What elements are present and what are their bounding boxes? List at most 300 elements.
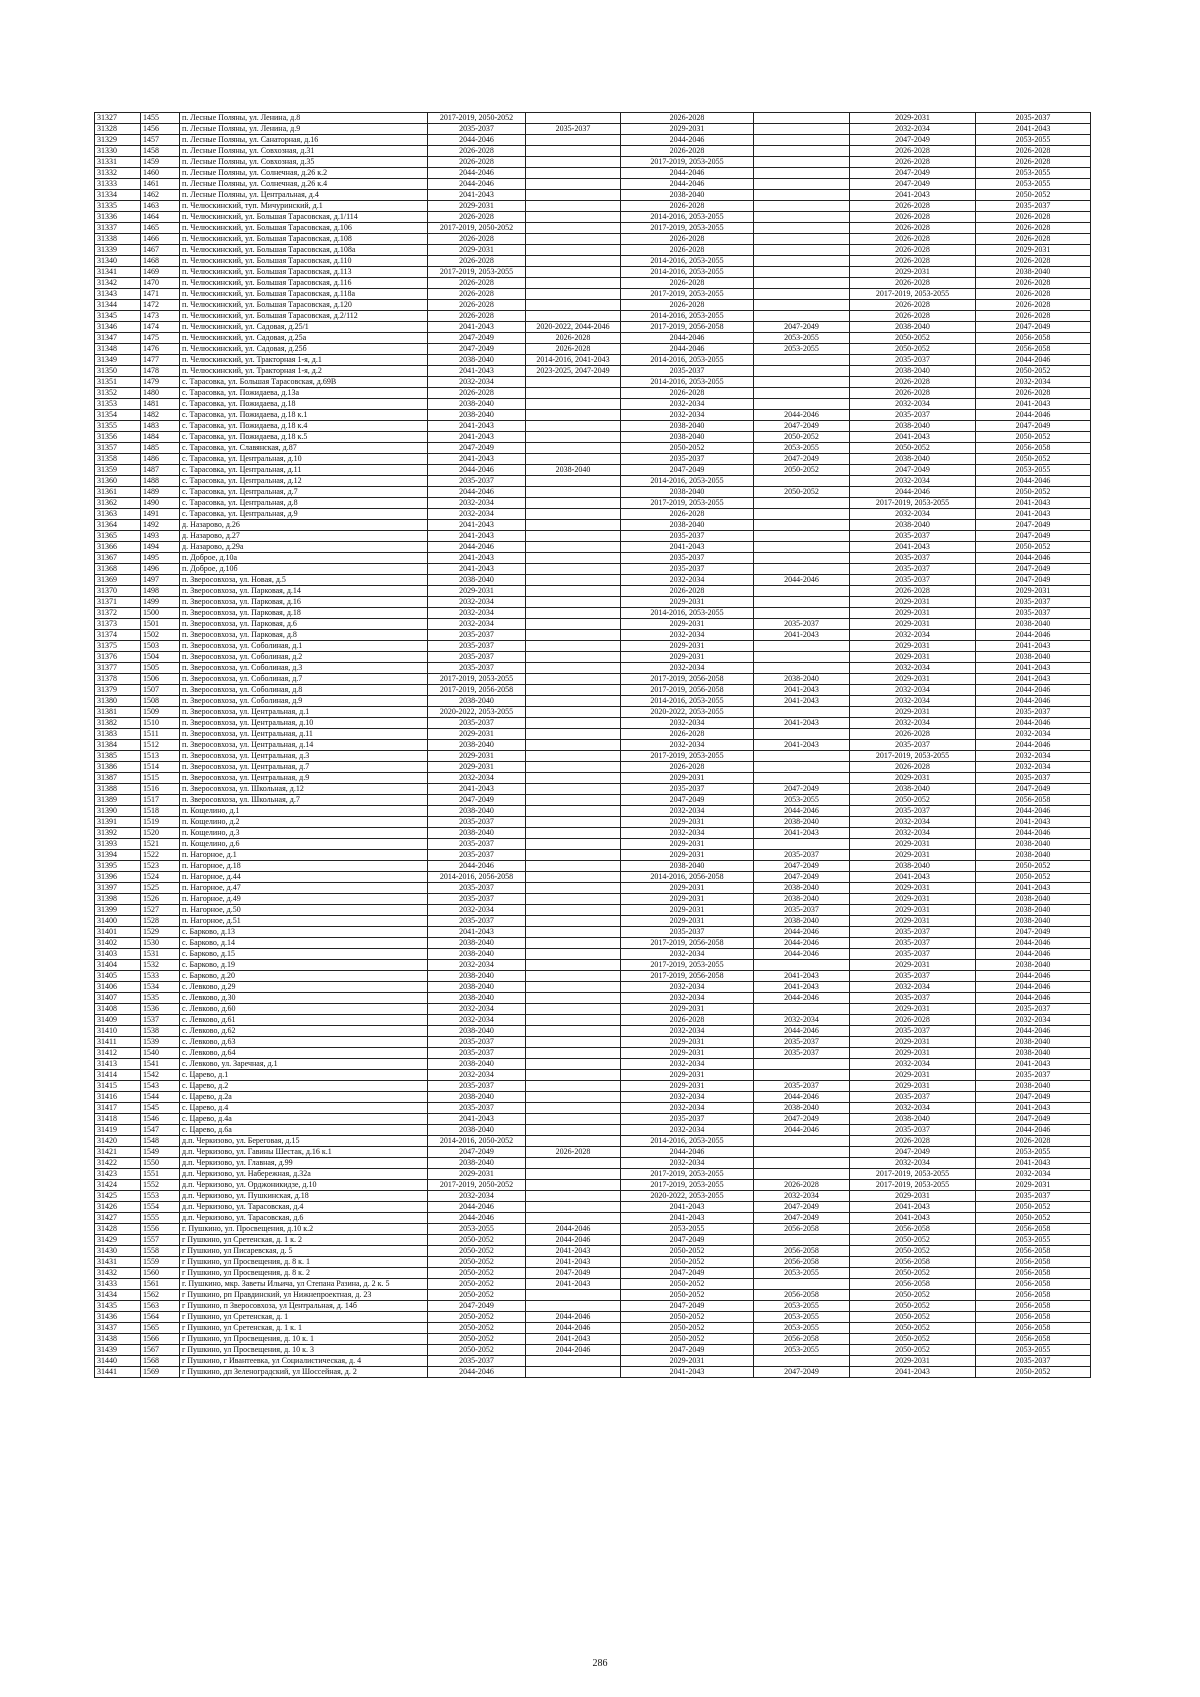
table-cell: 2032-2034	[428, 1004, 526, 1015]
table-cell: 31330	[95, 146, 141, 157]
table-cell: с. Барково, д.20	[180, 971, 428, 982]
table-cell	[754, 1356, 850, 1367]
table-cell: 2032-2034	[850, 1158, 976, 1169]
table-row	[95, 685, 1091, 696]
table-cell	[526, 828, 621, 839]
table-cell: п. Кощелино, д.3	[180, 828, 428, 839]
table-cell: 2047-2049	[428, 443, 526, 454]
table-row	[95, 729, 1091, 740]
table-cell: 2050-2052	[621, 443, 754, 454]
table-cell: 31379	[95, 685, 141, 696]
table-cell	[526, 795, 621, 806]
table-cell: 2035-2037	[850, 355, 976, 366]
table-cell: д.п. Черкизово, ул. Тарасовская, д.4	[180, 1202, 428, 1213]
table-cell: 31398	[95, 894, 141, 905]
table-cell: п. Зверосовхоза, ул. Центральная, д.11	[180, 729, 428, 740]
table-cell: 2041-2043	[754, 971, 850, 982]
table-cell: 2041-2043	[428, 927, 526, 938]
table-cell	[526, 905, 621, 916]
table-cell: 31439	[95, 1345, 141, 1356]
table-cell: 2026-2028	[850, 256, 976, 267]
table-row	[95, 1257, 1091, 1268]
table-row	[95, 1103, 1091, 1114]
table-cell: 2017-2019, 2053-2055	[621, 223, 754, 234]
table-cell: 2014-2016, 2041-2043	[526, 355, 621, 366]
table-cell	[754, 190, 850, 201]
table-cell: 1509	[141, 707, 180, 718]
table-cell: 2047-2049	[976, 784, 1091, 795]
table-cell	[754, 366, 850, 377]
table-cell: 31357	[95, 443, 141, 454]
table-cell: 2032-2034	[976, 729, 1091, 740]
table-cell: 2041-2043	[428, 454, 526, 465]
table-cell	[754, 1059, 850, 1070]
table-cell: 2029-2031	[850, 1081, 976, 1092]
table-cell: 31414	[95, 1070, 141, 1081]
table-cell: 2035-2037	[850, 740, 976, 751]
table-cell: г Пушкино, рп Правдинский, ул Нижнепроектная, д. 23	[180, 1290, 428, 1301]
table-cell: 1512	[141, 740, 180, 751]
table-cell: 2026-2028	[621, 113, 754, 124]
table-cell: 2035-2037	[850, 575, 976, 586]
table-row	[95, 1147, 1091, 1158]
table-cell: 2032-2034	[850, 509, 976, 520]
table-row	[95, 520, 1091, 531]
table-cell: 31435	[95, 1301, 141, 1312]
table-cell: 2050-2052	[621, 1279, 754, 1290]
table-cell: 2044-2046	[621, 1147, 754, 1158]
table-cell: 2035-2037	[428, 641, 526, 652]
table-cell: 2050-2052	[428, 1334, 526, 1345]
table-cell: 2035-2037	[850, 1026, 976, 1037]
table-cell: 2056-2058	[976, 1312, 1091, 1323]
table-cell: 31364	[95, 520, 141, 531]
table-cell: 2047-2049	[754, 784, 850, 795]
table-cell	[526, 619, 621, 630]
table-cell: 1457	[141, 135, 180, 146]
table-cell	[754, 1235, 850, 1246]
table-cell: 2041-2043	[976, 883, 1091, 894]
table-cell: 31401	[95, 927, 141, 938]
table-cell: 2032-2034	[621, 740, 754, 751]
table-cell: 1569	[141, 1367, 180, 1378]
table-cell: 2026-2028	[621, 586, 754, 597]
table-cell	[526, 850, 621, 861]
table-cell: 2014-2016, 2053-2055	[621, 1136, 754, 1147]
table-cell: 2017-2019, 2053-2055	[850, 289, 976, 300]
table-cell: 2029-2031	[850, 652, 976, 663]
table-cell: 2053-2055	[976, 1147, 1091, 1158]
table-cell: 2029-2031	[850, 641, 976, 652]
table-cell: 2029-2031	[621, 1356, 754, 1367]
table-cell	[754, 135, 850, 146]
table-cell	[754, 1169, 850, 1180]
table-cell: 2014-2016, 2053-2055	[621, 608, 754, 619]
table-cell: 2056-2058	[850, 1257, 976, 1268]
table-cell: 2044-2046	[754, 938, 850, 949]
table-cell: 2053-2055	[976, 179, 1091, 190]
table-cell: 1505	[141, 663, 180, 674]
table-cell	[754, 839, 850, 850]
table-cell: 2026-2028	[976, 300, 1091, 311]
table-cell	[526, 729, 621, 740]
table-cell: 31342	[95, 278, 141, 289]
table-cell: 2041-2043	[754, 685, 850, 696]
table-cell: 1477	[141, 355, 180, 366]
table-cell: п. Лесные Поляны, ул. Солнечная, д.26 к.4	[180, 179, 428, 190]
table-cell: 2047-2049	[621, 465, 754, 476]
table-cell: 2026-2028	[621, 201, 754, 212]
table-cell: 2050-2052	[621, 1312, 754, 1323]
table-cell: п. Челюскинский, туп. Мичуринский, д.1	[180, 201, 428, 212]
table-cell	[754, 542, 850, 553]
table-row	[95, 542, 1091, 553]
table-cell: 2029-2031	[428, 751, 526, 762]
table-cell: г Пушкино, ул Просвещения, д. 10 к. 3	[180, 1345, 428, 1356]
table-row	[95, 993, 1091, 1004]
table-cell: 2035-2037	[428, 883, 526, 894]
table-cell: 2050-2052	[428, 1257, 526, 1268]
table-cell: 1460	[141, 168, 180, 179]
table-cell	[754, 564, 850, 575]
table-cell: 31403	[95, 949, 141, 960]
table-cell: 1539	[141, 1037, 180, 1048]
table-cell	[526, 443, 621, 454]
table-cell: 2017-2019, 2053-2055	[428, 674, 526, 685]
table-cell	[526, 1356, 621, 1367]
table-cell: 31334	[95, 190, 141, 201]
table-cell: 2041-2043	[976, 399, 1091, 410]
table-cell: 2032-2034	[621, 630, 754, 641]
table-cell: 2035-2037	[850, 410, 976, 421]
table-row	[95, 465, 1091, 476]
table-cell: 31432	[95, 1268, 141, 1279]
table-cell: 31348	[95, 344, 141, 355]
table-cell: 31354	[95, 410, 141, 421]
table-cell: 31386	[95, 762, 141, 773]
table-cell: 2026-2028	[850, 300, 976, 311]
table-cell: 2050-2052	[850, 333, 976, 344]
table-cell: 2044-2046	[754, 949, 850, 960]
table-cell: 2047-2049	[526, 1268, 621, 1279]
table-cell: 2029-2031	[621, 124, 754, 135]
table-cell: д.п. Черкизово, ул. Тарасовская, д.6	[180, 1213, 428, 1224]
table-cell: 2026-2028	[428, 300, 526, 311]
table-cell: 2038-2040	[428, 828, 526, 839]
table-cell: 2026-2028	[526, 1147, 621, 1158]
table-cell: 31380	[95, 696, 141, 707]
table-cell: 1550	[141, 1158, 180, 1169]
table-cell: 2041-2043	[526, 1334, 621, 1345]
table-cell: 2047-2049	[850, 135, 976, 146]
table-cell: 2032-2034	[621, 828, 754, 839]
table-cell: 2029-2031	[850, 773, 976, 784]
table-cell: 1459	[141, 157, 180, 168]
table-cell: 2029-2031	[621, 641, 754, 652]
table-cell	[526, 1059, 621, 1070]
table-cell: 2032-2034	[850, 1103, 976, 1114]
table-cell: 2050-2052	[621, 1257, 754, 1268]
table-cell: г Пушкино, ул Сретенская, д. 1	[180, 1312, 428, 1323]
table-cell: 31387	[95, 773, 141, 784]
table-cell: 31378	[95, 674, 141, 685]
table-row	[95, 553, 1091, 564]
table-cell: 1542	[141, 1070, 180, 1081]
table-cell: 2044-2046	[621, 168, 754, 179]
table-cell: 2029-2031	[428, 1169, 526, 1180]
table-cell: 1513	[141, 751, 180, 762]
table-cell	[526, 608, 621, 619]
table-cell: 2017-2019, 2056-2058	[621, 685, 754, 696]
table-cell: 2017-2019, 2056-2058	[621, 322, 754, 333]
table-cell: 1548	[141, 1136, 180, 1147]
table-cell: 2056-2058	[976, 1301, 1091, 1312]
table-cell: 2035-2037	[850, 553, 976, 564]
table-cell: 2038-2040	[428, 938, 526, 949]
table-cell: 31327	[95, 113, 141, 124]
table-cell: 2050-2052	[976, 872, 1091, 883]
table-cell: 2029-2031	[850, 839, 976, 850]
table-cell: 1540	[141, 1048, 180, 1059]
table-cell	[526, 1180, 621, 1191]
table-cell: 2050-2052	[850, 1345, 976, 1356]
table-cell: 31341	[95, 267, 141, 278]
table-cell: д.п. Черкизово, ул. Орджоникидзе, д.10	[180, 1180, 428, 1191]
table-cell: 31433	[95, 1279, 141, 1290]
table-row	[95, 707, 1091, 718]
table-cell: 1534	[141, 982, 180, 993]
table-cell: 2047-2049	[754, 322, 850, 333]
table-cell: 1533	[141, 971, 180, 982]
table-cell: п. Челюскинский, ул. Большая Тарасовская, д.108а	[180, 245, 428, 256]
table-row	[95, 1235, 1091, 1246]
table-row	[95, 1356, 1091, 1367]
table-cell: 2029-2031	[621, 1048, 754, 1059]
table-cell: 31409	[95, 1015, 141, 1026]
table-row	[95, 1290, 1091, 1301]
table-cell: 31426	[95, 1202, 141, 1213]
table-cell	[526, 267, 621, 278]
table-cell: 2032-2034	[621, 1158, 754, 1169]
table-cell: 31376	[95, 652, 141, 663]
table-cell: 31352	[95, 388, 141, 399]
table-cell: п. Зверосовхоза, ул. Центральная, д.7	[180, 762, 428, 773]
table-cell: 2041-2043	[976, 1158, 1091, 1169]
table-cell	[526, 553, 621, 564]
table-cell: 2056-2058	[976, 1246, 1091, 1257]
table-cell: 2044-2046	[428, 1367, 526, 1378]
table-cell: п. Челюскинский, ул. Тракторная 1-я, д.2	[180, 366, 428, 377]
table-cell: 31353	[95, 399, 141, 410]
table-cell: 1557	[141, 1235, 180, 1246]
table-cell: п. Доброе, д.10б	[180, 564, 428, 575]
table-cell: 31344	[95, 300, 141, 311]
table-cell: 2032-2034	[621, 399, 754, 410]
table-cell: п. Челюскинский, ул. Садовая, д.25б	[180, 344, 428, 355]
table-cell: 2038-2040	[428, 1026, 526, 1037]
table-cell: 31436	[95, 1312, 141, 1323]
table-cell: г Пушкино, ул Сретенская, д. 1 к. 2	[180, 1235, 428, 1246]
table-cell: 2044-2046	[754, 993, 850, 1004]
table-cell: 2026-2028	[428, 311, 526, 322]
table-cell: 2032-2034	[850, 630, 976, 641]
table-cell: 1515	[141, 773, 180, 784]
table-cell: 2053-2055	[976, 465, 1091, 476]
table-cell: 1518	[141, 806, 180, 817]
table-cell: 2041-2043	[428, 421, 526, 432]
table-cell: 2047-2049	[976, 564, 1091, 575]
table-cell: 2026-2028	[850, 212, 976, 223]
table-cell	[754, 531, 850, 542]
table-cell: с. Тарасовка, ул. Пожидаева, д.13а	[180, 388, 428, 399]
table-cell: 31361	[95, 487, 141, 498]
table-cell	[526, 223, 621, 234]
table-cell: 2026-2028	[850, 729, 976, 740]
table-cell	[526, 883, 621, 894]
table-cell: 2041-2043	[850, 872, 976, 883]
table-cell: 31417	[95, 1103, 141, 1114]
table-cell: 1463	[141, 201, 180, 212]
table-cell: п. Зверосовхоза, ул. Школьная, д.7	[180, 795, 428, 806]
table-cell: 2050-2052	[976, 1367, 1091, 1378]
table-cell: 31419	[95, 1125, 141, 1136]
table-cell: 31393	[95, 839, 141, 850]
table-cell: 2038-2040	[754, 1103, 850, 1114]
table-cell: 2056-2058	[976, 1268, 1091, 1279]
table-cell: 2026-2028	[621, 762, 754, 773]
table-cell: г. Пушкино, ул. Просвещения, д.10 к.2	[180, 1224, 428, 1235]
table-cell: 2032-2034	[850, 696, 976, 707]
table-cell: 2038-2040	[850, 366, 976, 377]
table-row	[95, 113, 1091, 124]
table-cell: 1563	[141, 1301, 180, 1312]
table-cell: с. Барково, д.14	[180, 938, 428, 949]
table-cell	[754, 641, 850, 652]
table-row	[95, 1279, 1091, 1290]
table-cell: 31347	[95, 333, 141, 344]
table-cell	[526, 641, 621, 652]
table-cell: с. Барково, д.19	[180, 960, 428, 971]
table-cell: 2041-2043	[621, 1202, 754, 1213]
table-cell: д.п. Черкизово, ул. Главная, д.99	[180, 1158, 428, 1169]
table-cell: 1466	[141, 234, 180, 245]
table-cell: 2041-2043	[976, 817, 1091, 828]
table-cell: 2032-2034	[976, 751, 1091, 762]
table-cell: п. Челюскинский, ул. Большая Тарасовская, д.110	[180, 256, 428, 267]
table-cell: 31404	[95, 960, 141, 971]
table-cell: п. Зверосовхоза, ул. Новая, д.5	[180, 575, 428, 586]
table-cell: 2041-2043	[621, 542, 754, 553]
table-cell: 2044-2046	[976, 630, 1091, 641]
table-cell: 2038-2040	[428, 949, 526, 960]
table-cell: 2041-2043	[621, 1213, 754, 1224]
table-cell: 1458	[141, 146, 180, 157]
table-cell: 2029-2031	[976, 1180, 1091, 1191]
table-row	[95, 1125, 1091, 1136]
table-cell: 31367	[95, 553, 141, 564]
table-cell: 2029-2031	[428, 586, 526, 597]
table-cell: 31440	[95, 1356, 141, 1367]
table-row	[95, 399, 1091, 410]
table-cell: п. Нагорное, д.44	[180, 872, 428, 883]
table-cell: 1565	[141, 1323, 180, 1334]
table-cell: 31358	[95, 454, 141, 465]
table-cell	[754, 399, 850, 410]
table-cell: 2035-2037	[428, 663, 526, 674]
table-cell: 1479	[141, 377, 180, 388]
table-cell: 2035-2037	[428, 839, 526, 850]
table-cell: с. Барково, д.15	[180, 949, 428, 960]
table-row	[95, 784, 1091, 795]
table-cell: 2050-2052	[850, 1312, 976, 1323]
table-cell: 2035-2037	[850, 564, 976, 575]
table-cell: 1545	[141, 1103, 180, 1114]
table-cell: 31423	[95, 1169, 141, 1180]
table-cell: д. Назарово, д.29а	[180, 542, 428, 553]
table-cell: 2050-2052	[428, 1290, 526, 1301]
table-cell: 2032-2034	[621, 806, 754, 817]
table-cell: 2035-2037	[428, 1103, 526, 1114]
table-cell: 31339	[95, 245, 141, 256]
table-cell: 2035-2037	[976, 773, 1091, 784]
table-row	[95, 674, 1091, 685]
table-cell: 2029-2031	[850, 916, 976, 927]
table-cell: 2047-2049	[850, 465, 976, 476]
table-cell	[754, 773, 850, 784]
table-cell: 31371	[95, 597, 141, 608]
table-cell: 2044-2046	[754, 1026, 850, 1037]
table-cell: п. Лесные Поляны, ул. Санаторная, д.16	[180, 135, 428, 146]
table-cell: 2029-2031	[850, 619, 976, 630]
table-cell: 1497	[141, 575, 180, 586]
table-cell: 2041-2043	[754, 828, 850, 839]
table-cell: 2029-2031	[621, 850, 754, 861]
table-cell: 2017-2019, 2050-2052	[428, 223, 526, 234]
table-cell: 31425	[95, 1191, 141, 1202]
table-cell: 2047-2049	[428, 1147, 526, 1158]
table-cell: 2047-2049	[754, 1202, 850, 1213]
table-cell: 1486	[141, 454, 180, 465]
table-cell: г Пушкино, г Ивантеевка, ул Социалистическая, д. 4	[180, 1356, 428, 1367]
table-cell: 2041-2043	[976, 674, 1091, 685]
table-row	[95, 410, 1091, 421]
table-cell	[754, 960, 850, 971]
table-cell	[754, 278, 850, 289]
table-cell: 2032-2034	[976, 1169, 1091, 1180]
table-cell: 2041-2043	[428, 564, 526, 575]
table-cell: 31399	[95, 905, 141, 916]
table-cell: 2038-2040	[754, 916, 850, 927]
table-row	[95, 740, 1091, 751]
table-cell: 2056-2058	[754, 1224, 850, 1235]
table-cell: 2029-2031	[850, 267, 976, 278]
table-cell: 2053-2055	[754, 443, 850, 454]
table-cell: 2035-2037	[428, 850, 526, 861]
table-cell: с. Тарасовка, ул. Центральная, д.8	[180, 498, 428, 509]
table-cell	[526, 1015, 621, 1026]
table-cell: 2041-2043	[976, 124, 1091, 135]
table-cell: 2038-2040	[976, 894, 1091, 905]
table-cell: 2017-2019, 2053-2055	[850, 1169, 976, 1180]
table-cell	[754, 223, 850, 234]
table-row	[95, 322, 1091, 333]
table-cell: 1519	[141, 817, 180, 828]
table-row	[95, 652, 1091, 663]
table-cell	[526, 1169, 621, 1180]
table-cell: 1490	[141, 498, 180, 509]
table-cell	[526, 718, 621, 729]
table-row	[95, 366, 1091, 377]
